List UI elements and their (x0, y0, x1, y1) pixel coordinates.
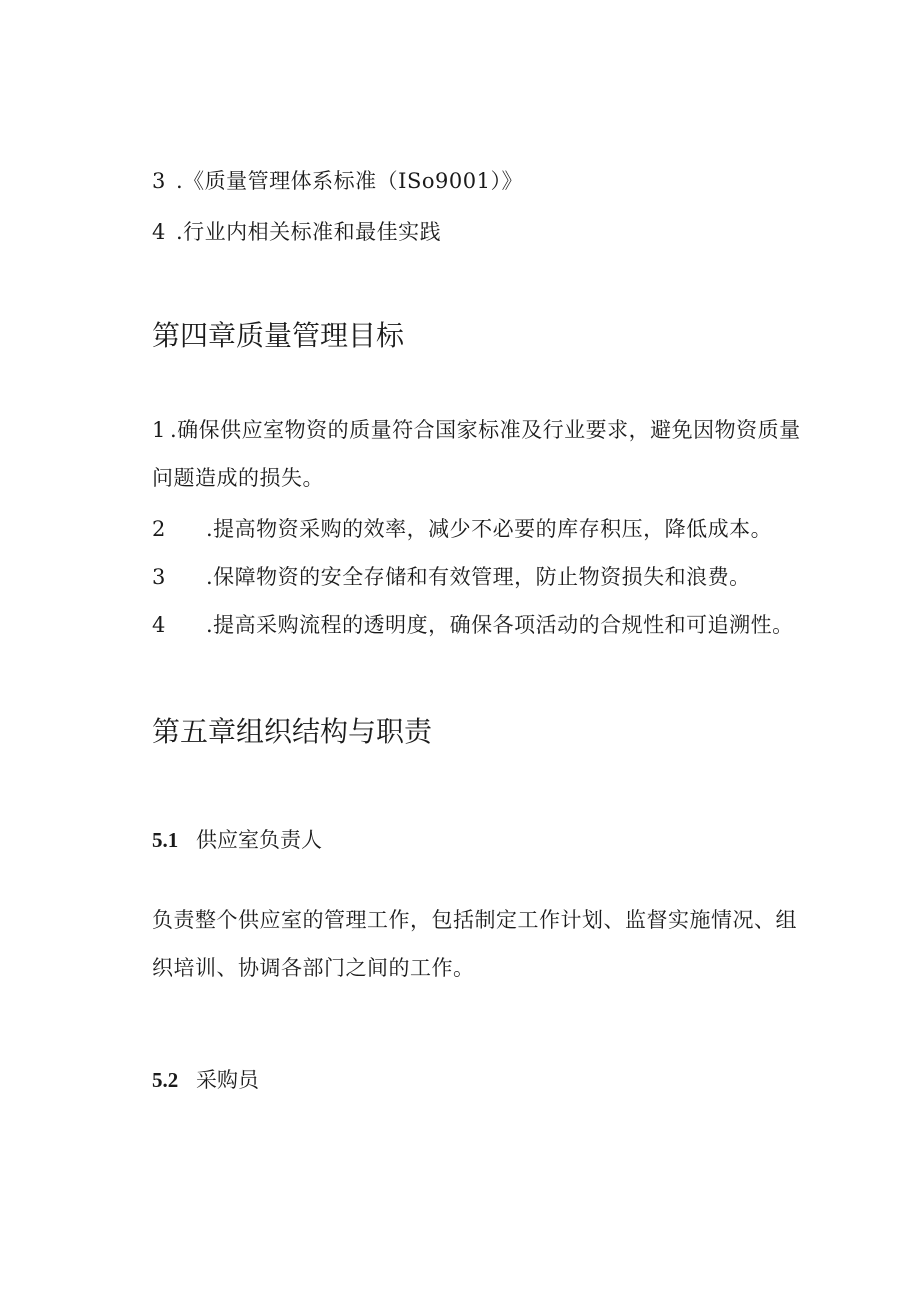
reference-item (152, 218, 441, 246)
goal-text: .提高采购流程的透明度，确保各项活动的合规性和可追溯性。 (206, 613, 794, 637)
goal-number: 2 (152, 517, 166, 541)
section-number: 5.1 (152, 828, 179, 852)
goal-number: 3 (152, 565, 166, 589)
goal-item-continuation: 问题造成的损失。 (152, 466, 324, 490)
goal-text: .确保供应室物资的质量符合国家标准及行业要求，避免因物资质量 (170, 418, 801, 442)
section-number: 5.2 (152, 1068, 179, 1092)
goal-text: .保障物资的安全存储和有效管理，防止物资损失和浪费。 (206, 565, 751, 589)
chapter-4-heading: 第四章质量管理目标 (152, 319, 405, 352)
reference-number: 4 (152, 220, 166, 244)
goal-item (152, 416, 801, 444)
section-5-1-body-line: 织培训、协调各部门之间的工作。 (152, 956, 475, 980)
reference-text: .《质量管理体系标准（ISo9001）》 (176, 169, 523, 193)
goal-text: .提高物资采购的效率，减少不必要的库存积压，降低成本。 (206, 517, 773, 541)
goal-number: 4 (152, 613, 166, 637)
section-title: 采购员 (196, 1068, 259, 1092)
chapter-5-heading: 第五章组织结构与职责 (152, 715, 433, 748)
goal-item (152, 563, 751, 591)
goal-item (152, 515, 772, 543)
section-5-2-heading (152, 1066, 259, 1094)
section-title: 供应室负责人 (196, 828, 322, 852)
goal-item (152, 611, 794, 639)
reference-text: .行业内相关标准和最佳实践 (176, 220, 442, 244)
section-5-1-body-line: 负责整个供应室的管理工作，包括制定工作计划、监督实施情况、组 (152, 908, 797, 932)
goal-number: 1 (152, 418, 166, 442)
reference-item (152, 167, 523, 195)
reference-number: 3 (152, 169, 166, 193)
section-5-1-heading (152, 826, 322, 854)
